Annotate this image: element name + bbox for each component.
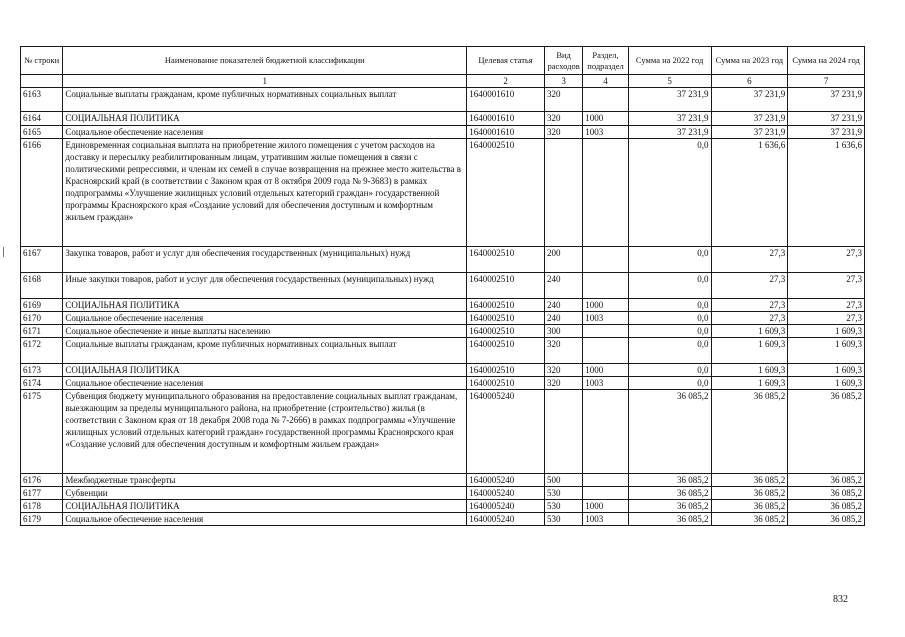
cell-section xyxy=(583,338,628,364)
cell-sum-2024: 36 085,2 xyxy=(788,474,865,487)
cell-expense-type: 200 xyxy=(544,247,582,273)
cell-expense-type: 240 xyxy=(544,299,582,312)
table-row xyxy=(21,273,865,299)
cell-expense-type: 530 xyxy=(544,513,582,526)
cell-section: 1000 xyxy=(583,364,628,377)
header-name: Наименование показателей бюджетной классификации xyxy=(63,47,467,75)
cell-sum-2024: 1 609,3 xyxy=(788,325,865,338)
cell-sum-2024: 27,3 xyxy=(788,312,865,325)
cell-name: Социальное обеспечение и иные выплаты населению xyxy=(63,325,467,338)
cell-target-article: 1640002510 xyxy=(467,247,545,273)
cell-target-article: 1640001610 xyxy=(467,112,545,126)
cell-sum-2022: 0,0 xyxy=(628,299,711,312)
cell-name: Социальное обеспечение населения xyxy=(63,377,467,390)
cell-name: Межбюджетные трансферты xyxy=(63,474,467,487)
cell-expense-type: 500 xyxy=(544,474,582,487)
cell-row-number: 6168 xyxy=(21,273,63,299)
cell-target-article: 1640002510 xyxy=(467,273,545,299)
cell-sum-2023: 1 609,3 xyxy=(711,364,788,377)
cell-sum-2022: 0,0 xyxy=(628,247,711,273)
table-row xyxy=(21,474,865,487)
cell-sum-2023: 1 609,3 xyxy=(711,338,788,364)
cell-expense-type: 530 xyxy=(544,487,582,500)
cell-row-number: 6175 xyxy=(21,390,63,474)
cell-sum-2023: 1 609,3 xyxy=(711,325,788,338)
cell-section xyxy=(583,139,628,247)
table-row xyxy=(21,139,865,247)
header-sum-2023: Сумма на 2023 год xyxy=(711,47,788,75)
cell-target-article: 1640002510 xyxy=(467,312,545,325)
table-row xyxy=(21,364,865,377)
cell-section xyxy=(583,325,628,338)
table-row xyxy=(21,390,865,474)
column-number: 1 xyxy=(63,75,467,88)
cell-section xyxy=(583,88,628,112)
cell-target-article: 1640005240 xyxy=(467,474,545,487)
table-row xyxy=(21,126,865,139)
cell-target-article: 1640002510 xyxy=(467,364,545,377)
cell-sum-2023: 37 231,9 xyxy=(711,112,788,126)
cell-expense-type: 320 xyxy=(544,88,582,112)
cell-sum-2022: 0,0 xyxy=(628,338,711,364)
cell-section xyxy=(583,390,628,474)
cell-sum-2023: 36 085,2 xyxy=(711,390,788,474)
cell-section xyxy=(583,487,628,500)
column-number: 7 xyxy=(788,75,865,88)
cell-section: 1000 xyxy=(583,112,628,126)
table-row xyxy=(21,112,865,126)
table-row xyxy=(21,487,865,500)
header-sum-2024: Сумма на 2024 год xyxy=(788,47,865,75)
cell-target-article: 1640005240 xyxy=(467,487,545,500)
table-row xyxy=(21,500,865,513)
table-row xyxy=(21,513,865,526)
cell-name: СОЦИАЛЬНАЯ ПОЛИТИКА xyxy=(63,364,467,377)
cell-sum-2024: 36 085,2 xyxy=(788,500,865,513)
cell-row-number: 6167 xyxy=(21,247,63,273)
cell-target-article: 1640002510 xyxy=(467,139,545,247)
cell-sum-2024: 37 231,9 xyxy=(788,126,865,139)
cell-sum-2023: 37 231,9 xyxy=(711,88,788,112)
scan-edge-mark xyxy=(3,247,4,257)
cell-row-number: 6173 xyxy=(21,364,63,377)
cell-name: Социальные выплаты гражданам, кроме публичных нормативных социальных выплат xyxy=(63,88,467,112)
cell-name: Закупка товаров, работ и услуг для обеспечения государственных (муниципальных) нужд xyxy=(63,247,467,273)
header-sum-2022: Сумма на 2022 год xyxy=(628,47,711,75)
cell-expense-type: 320 xyxy=(544,364,582,377)
cell-expense-type: 240 xyxy=(544,312,582,325)
cell-expense-type xyxy=(544,139,582,247)
cell-name: Социальное обеспечение населения xyxy=(63,126,467,139)
cell-section: 1000 xyxy=(583,500,628,513)
column-number-row xyxy=(21,75,865,88)
column-number: 6 xyxy=(711,75,788,88)
cell-target-article: 1640002510 xyxy=(467,299,545,312)
cell-row-number: 6165 xyxy=(21,126,63,139)
cell-row-number: 6178 xyxy=(21,500,63,513)
table-row xyxy=(21,338,865,364)
cell-section: 1003 xyxy=(583,513,628,526)
cell-sum-2024: 1 609,3 xyxy=(788,364,865,377)
header-row xyxy=(21,47,865,75)
cell-row-number: 6172 xyxy=(21,338,63,364)
table-row xyxy=(21,247,865,273)
cell-name: Единовременная социальная выплата на приобретение жилого помещения с учетом расходов на доставку и пересылку реабилитированным лицам, утратившим жилые помещения в связи с политическими репрессиями, и членам их семей в случае возвращения на прежнее место жительства в Красноярский край (в соответствии с Законом края от 8 октября 2009 года № 9-3683) в рамках подпрограммы «Улучшение жилищных условий отдельных категорий граждан» государственной программы Красноярского края «Создание условий для обеспечения доступным и комфортным жильем граждан» xyxy=(63,139,467,247)
cell-section: 1000 xyxy=(583,299,628,312)
cell-name: Социальное обеспечение населения xyxy=(63,312,467,325)
cell-section: 1003 xyxy=(583,312,628,325)
cell-name: СОЦИАЛЬНАЯ ПОЛИТИКА xyxy=(63,299,467,312)
cell-expense-type: 240 xyxy=(544,273,582,299)
column-number xyxy=(21,75,63,88)
header-expense-type: Вид расходов xyxy=(544,47,582,75)
cell-section xyxy=(583,247,628,273)
cell-sum-2022: 36 085,2 xyxy=(628,513,711,526)
cell-sum-2023: 37 231,9 xyxy=(711,126,788,139)
cell-sum-2024: 36 085,2 xyxy=(788,513,865,526)
cell-row-number: 6176 xyxy=(21,474,63,487)
cell-row-number: 6170 xyxy=(21,312,63,325)
cell-sum-2022: 37 231,9 xyxy=(628,112,711,126)
budget-table xyxy=(20,46,865,526)
column-number: 4 xyxy=(583,75,628,88)
cell-sum-2022: 36 085,2 xyxy=(628,500,711,513)
cell-sum-2022: 37 231,9 xyxy=(628,88,711,112)
cell-row-number: 6169 xyxy=(21,299,63,312)
cell-name: Субвенция бюджету муниципального образования на предоставление социальных выплат гражданам, выезжающим за пределы муниципального района, на приобретение (строительство) жилья (в соответствии с Законом края от 18 декабря 2008 года № 7-2666) в рамках подпрограммы «Улучшение жилищных условий отдельных категорий граждан» государственной программы Красноярского края «Создание условий для обеспечения доступным и комфортным жильем граждан» xyxy=(63,390,467,474)
cell-sum-2022: 36 085,2 xyxy=(628,390,711,474)
cell-sum-2022: 0,0 xyxy=(628,325,711,338)
cell-sum-2023: 27,3 xyxy=(711,247,788,273)
cell-sum-2023: 36 085,2 xyxy=(711,500,788,513)
cell-name: СОЦИАЛЬНАЯ ПОЛИТИКА xyxy=(63,112,467,126)
cell-expense-type: 530 xyxy=(544,500,582,513)
cell-expense-type: 300 xyxy=(544,325,582,338)
table-row xyxy=(21,299,865,312)
cell-target-article: 1640001610 xyxy=(467,126,545,139)
cell-target-article: 1640002510 xyxy=(467,338,545,364)
cell-name: Социальное обеспечение населения xyxy=(63,513,467,526)
table-body xyxy=(21,88,865,526)
cell-sum-2023: 27,3 xyxy=(711,273,788,299)
cell-row-number: 6164 xyxy=(21,112,63,126)
cell-sum-2023: 27,3 xyxy=(711,312,788,325)
cell-sum-2022: 0,0 xyxy=(628,377,711,390)
cell-sum-2024: 1 636,6 xyxy=(788,139,865,247)
cell-sum-2024: 37 231,9 xyxy=(788,88,865,112)
cell-target-article: 1640002510 xyxy=(467,377,545,390)
cell-sum-2024: 37 231,9 xyxy=(788,112,865,126)
cell-sum-2022: 36 085,2 xyxy=(628,474,711,487)
cell-row-number: 6174 xyxy=(21,377,63,390)
cell-target-article: 1640001610 xyxy=(467,88,545,112)
cell-sum-2024: 1 609,3 xyxy=(788,377,865,390)
cell-expense-type xyxy=(544,390,582,474)
cell-name: Социальные выплаты гражданам, кроме публичных нормативных социальных выплат xyxy=(63,338,467,364)
cell-sum-2022: 0,0 xyxy=(628,139,711,247)
page-number: 832 xyxy=(833,594,848,605)
cell-name: Субвенции xyxy=(63,487,467,500)
table-row xyxy=(21,377,865,390)
cell-sum-2022: 0,0 xyxy=(628,312,711,325)
cell-sum-2023: 27,3 xyxy=(711,299,788,312)
cell-row-number: 6163 xyxy=(21,88,63,112)
cell-row-number: 6166 xyxy=(21,139,63,247)
cell-row-number: 6171 xyxy=(21,325,63,338)
header-section: Раздел, подраздел xyxy=(583,47,628,75)
cell-sum-2024: 36 085,2 xyxy=(788,390,865,474)
cell-name: Иные закупки товаров, работ и услуг для обеспечения государственных (муниципальных) нужд xyxy=(63,273,467,299)
cell-target-article: 1640005240 xyxy=(467,513,545,526)
column-number: 2 xyxy=(467,75,545,88)
cell-row-number: 6177 xyxy=(21,487,63,500)
cell-target-article: 1640005240 xyxy=(467,390,545,474)
cell-sum-2022: 0,0 xyxy=(628,364,711,377)
header-target: Целевая статья xyxy=(467,47,545,75)
cell-sum-2023: 1 636,6 xyxy=(711,139,788,247)
cell-sum-2024: 36 085,2 xyxy=(788,487,865,500)
cell-expense-type: 320 xyxy=(544,126,582,139)
cell-section: 1003 xyxy=(583,377,628,390)
cell-name: СОЦИАЛЬНАЯ ПОЛИТИКА xyxy=(63,500,467,513)
cell-expense-type: 320 xyxy=(544,112,582,126)
cell-sum-2022: 37 231,9 xyxy=(628,126,711,139)
cell-sum-2024: 27,3 xyxy=(788,247,865,273)
cell-sum-2023: 36 085,2 xyxy=(711,474,788,487)
cell-section: 1003 xyxy=(583,126,628,139)
cell-expense-type: 320 xyxy=(544,338,582,364)
cell-expense-type: 320 xyxy=(544,377,582,390)
cell-sum-2024: 27,3 xyxy=(788,273,865,299)
cell-sum-2023: 36 085,2 xyxy=(711,513,788,526)
cell-sum-2022: 0,0 xyxy=(628,273,711,299)
cell-target-article: 1640002510 xyxy=(467,325,545,338)
table-row xyxy=(21,312,865,325)
table-row xyxy=(21,88,865,112)
table-row xyxy=(21,325,865,338)
cell-sum-2022: 36 085,2 xyxy=(628,487,711,500)
cell-sum-2023: 36 085,2 xyxy=(711,487,788,500)
header-row-no: № строки xyxy=(21,47,63,75)
cell-row-number: 6179 xyxy=(21,513,63,526)
cell-section xyxy=(583,273,628,299)
column-number: 3 xyxy=(544,75,582,88)
cell-section xyxy=(583,474,628,487)
cell-sum-2024: 27,3 xyxy=(788,299,865,312)
column-number: 5 xyxy=(628,75,711,88)
cell-sum-2024: 1 609,3 xyxy=(788,338,865,364)
cell-target-article: 1640005240 xyxy=(467,500,545,513)
cell-sum-2023: 1 609,3 xyxy=(711,377,788,390)
